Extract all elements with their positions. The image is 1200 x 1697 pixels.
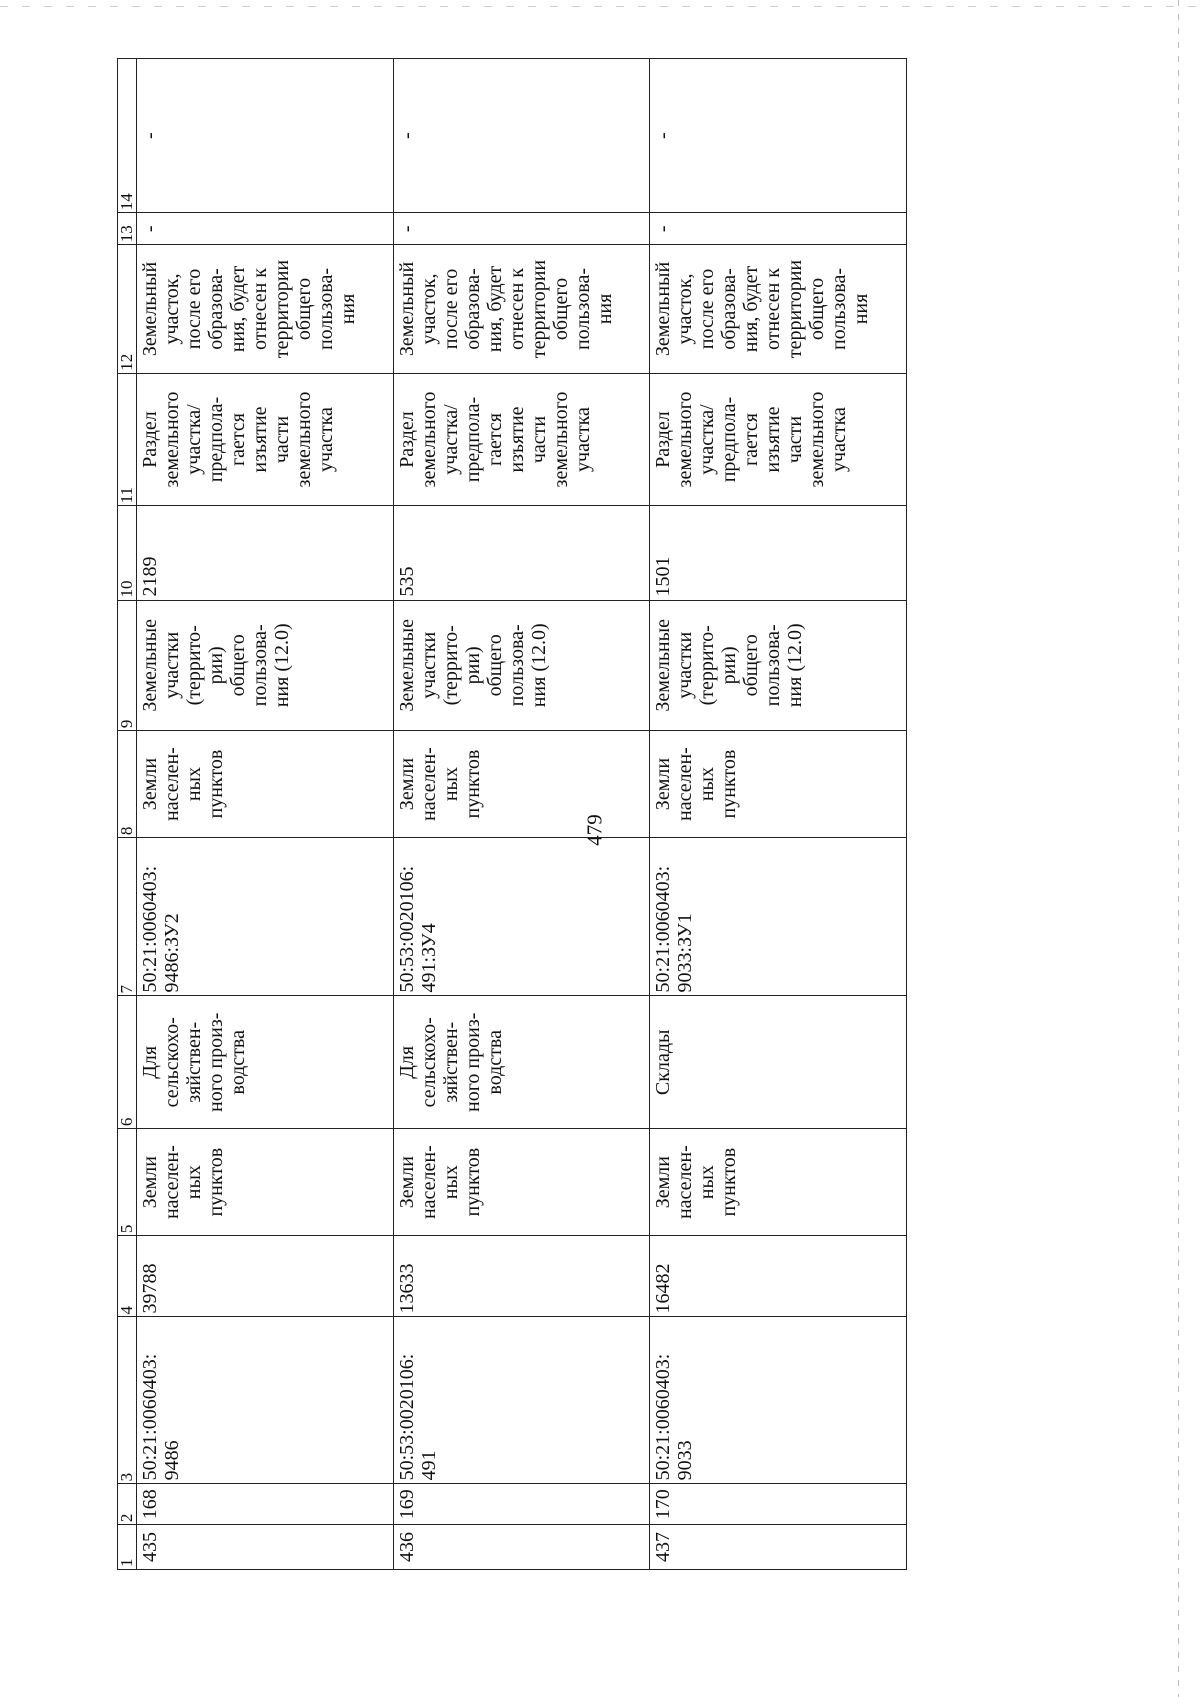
column-number-2: 2 — [118, 1484, 137, 1525]
new-permitted-use: Земельные участки (террито- рии) общего пользова- ния (12.0) — [393, 600, 650, 731]
area: 13633 — [393, 1236, 650, 1317]
area: 39788 — [137, 1236, 394, 1317]
column-number-4: 4 — [118, 1236, 137, 1317]
cadastral-number: 50:21:0060403: 9486 — [137, 1317, 394, 1484]
col-14-value: - — [137, 59, 394, 213]
col-13-value: - — [650, 213, 907, 245]
row-index: 435 — [137, 1525, 394, 1570]
item-number: 169 — [393, 1484, 650, 1525]
column-number-10: 10 — [118, 506, 137, 600]
scan-margin-line — [1178, 0, 1179, 1697]
column-number-1: 1 — [118, 1525, 137, 1570]
area: 16482 — [650, 1236, 907, 1317]
row-index: 437 — [650, 1525, 907, 1570]
rotated-sheet — [117, 58, 907, 1570]
col-14-value: - — [650, 59, 907, 213]
table-row — [393, 59, 650, 1570]
land-category: Земли населен- ных пунктов — [650, 1129, 907, 1236]
page-number: 479 — [582, 814, 607, 846]
note: Земельный участок, после его образова- ния, будет отнесен к территории общего пользова- ния — [137, 245, 394, 373]
cadastral-number: 50:53:0020106: 491 — [393, 1317, 650, 1484]
land-category: Земли населен- ных пунктов — [393, 1129, 650, 1236]
new-area: 535 — [393, 506, 650, 600]
column-number-9: 9 — [118, 600, 137, 731]
new-plot-designation: 50:21:0060403: 9033:ЗУ1 — [650, 838, 907, 996]
new-area: 1501 — [650, 506, 907, 600]
action-description: Раздел земельного участка/ предпола- гается изъятие части земельного участка — [650, 373, 907, 506]
permitted-use: Для сельскохо- зяйствен- ного произ- водства — [393, 996, 650, 1129]
column-number-14: 14 — [118, 59, 137, 213]
row-index: 436 — [393, 1525, 650, 1570]
note: Земельный участок, после его образова- ния, будет отнесен к территории общего пользова- ния — [650, 245, 907, 373]
column-number-7: 7 — [118, 838, 137, 996]
land-plots-table — [117, 58, 907, 1570]
column-number-6: 6 — [118, 996, 137, 1129]
column-number-row — [118, 59, 137, 1570]
table-body — [137, 59, 907, 1570]
new-land-category: Земли населен- ных пунктов — [650, 731, 907, 838]
land-plots-table-container — [117, 58, 907, 1570]
new-land-category: Земли населен- ных пунктов — [393, 731, 650, 838]
land-category: Земли населен- ных пунктов — [137, 1129, 394, 1236]
new-permitted-use: Земельные участки (террито- рии) общего пользова- ния (12.0) — [137, 600, 394, 731]
column-number-11: 11 — [118, 373, 137, 506]
item-number: 170 — [650, 1484, 907, 1525]
col-14-value: - — [393, 59, 650, 213]
new-area: 2189 — [137, 506, 394, 600]
column-number-13: 13 — [118, 213, 137, 245]
action-description: Раздел земельного участка/ предпола- гается изъятие части земельного участка — [137, 373, 394, 506]
column-number-8: 8 — [118, 731, 137, 838]
column-number-5: 5 — [118, 1129, 137, 1236]
column-number-3: 3 — [118, 1317, 137, 1484]
new-plot-designation: 50:53:0020106: 491:ЗУ4 — [393, 838, 650, 996]
note: Земельный участок, после его образова- ния, будет отнесен к территории общего пользова- ния — [393, 245, 650, 373]
scan-edge — [0, 6, 1200, 7]
column-number-12: 12 — [118, 245, 137, 373]
col-13-value: - — [393, 213, 650, 245]
permitted-use: Для сельскохо- зяйствен- ного произ- водства — [137, 996, 394, 1129]
action-description: Раздел земельного участка/ предпола- гается изъятие части земельного участка — [393, 373, 650, 506]
new-plot-designation: 50:21:0060403: 9486:ЗУ2 — [137, 838, 394, 996]
cadastral-number: 50:21:0060403: 9033 — [650, 1317, 907, 1484]
col-13-value: - — [137, 213, 394, 245]
permitted-use: Склады — [650, 996, 907, 1129]
item-number: 168 — [137, 1484, 394, 1525]
table-row — [137, 59, 394, 1570]
new-land-category: Земли населен- ных пунктов — [137, 731, 394, 838]
new-permitted-use: Земельные участки (террито- рии) общего пользова- ния (12.0) — [650, 600, 907, 731]
table-row — [650, 59, 907, 1570]
